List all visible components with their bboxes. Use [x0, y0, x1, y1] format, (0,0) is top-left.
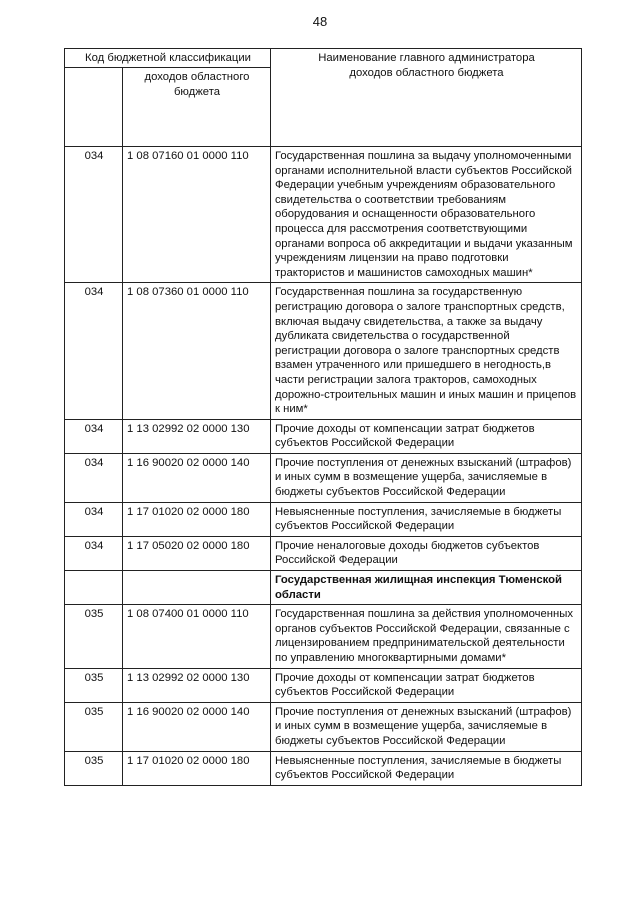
administrator-code-cell: 034: [65, 147, 123, 283]
administrator-code-cell: [65, 571, 123, 605]
table-row: [65, 453, 582, 502]
administrator-code-cell: 035: [65, 702, 123, 751]
income-code-cell: 1 13 02992 02 0000 130: [123, 668, 271, 702]
header-name-line-1: Наименование главного администратора: [318, 52, 535, 64]
table-row: [65, 668, 582, 702]
income-code-cell: 1 17 01020 02 0000 180: [123, 751, 271, 785]
organization-row: [65, 571, 582, 605]
organization-name-cell: Государственная жилищная инспекция Тюменской области: [271, 571, 582, 605]
administrator-code-cell: 034: [65, 419, 123, 453]
administrator-code-cell: 034: [65, 536, 123, 570]
table-row: [65, 536, 582, 570]
income-name-cell: Прочие поступления от денежных взысканий (штрафов) и иных сумм в возмещение ущерба, зачисляемые в бюджеты субъектов Российской Федерации: [271, 453, 582, 502]
table-row: [65, 605, 582, 668]
administrator-code-cell: 034: [65, 283, 123, 419]
page-number: 48: [312, 14, 328, 29]
income-code-cell: 1 08 07160 01 0000 110: [123, 147, 271, 283]
table-row: [65, 702, 582, 751]
administrator-code-cell: 035: [65, 751, 123, 785]
budget-classification-table: [64, 48, 582, 786]
table-row: [65, 283, 582, 419]
income-name-cell: Невыясненные поступления, зачисляемые в бюджеты субъектов Российской Федерации: [271, 751, 582, 785]
header-income-line-2: бюджета: [173, 85, 221, 98]
table-row: [65, 751, 582, 785]
header-income-line-1: доходов областного: [144, 71, 250, 83]
table-row: [65, 419, 582, 453]
income-code-cell: 1 16 90020 02 0000 140: [123, 702, 271, 751]
income-code-cell: 1 17 01020 02 0000 180: [123, 502, 271, 536]
income-code-cell: [123, 571, 271, 605]
income-name-cell: Государственная пошлина за действия уполномоченных органов субъектов Российской Федерации, связанные с лицензированием предпринимательской деятельности по управлению многоквартирными домами*: [271, 605, 582, 668]
administrator-code-cell: 034: [65, 453, 123, 502]
income-name-cell: Государственная пошлина за государственную регистрацию договора о залоге транспортных средств, включая выдачу свидетельства, а также за выдачу дубликата свидетельства о государственной регистрации договора о залоге транспортных средств взамен утраченного или пришедшего в негодность,в части регистрации залога тракторов, самоходных дорожно-строительных машин и иных машин и прицепов к ним*: [271, 283, 582, 419]
header-name-line-2: доходов областного бюджета: [349, 66, 504, 79]
header-budget-classification-code: Код бюджетной классификации: [65, 49, 271, 68]
income-code-cell: 1 08 07400 01 0000 110: [123, 605, 271, 668]
income-code-cell: 1 17 05020 02 0000 180: [123, 536, 271, 570]
income-code-cell: 1 13 02992 02 0000 130: [123, 419, 271, 453]
table-row: [65, 147, 582, 283]
income-name-cell: Прочие неналоговые доходы бюджетов субъектов Российской Федерации: [271, 536, 582, 570]
table-row: [65, 502, 582, 536]
header-administrator-code: [65, 68, 123, 147]
income-name-cell: Прочие доходы от компенсации затрат бюджетов субъектов Российской Федерации: [271, 668, 582, 702]
income-name-cell: Прочие поступления от денежных взысканий (штрафов) и иных сумм в возмещение ущерба, зачисляемые в бюджеты субъектов Российской Федерации: [271, 702, 582, 751]
administrator-code-cell: 035: [65, 668, 123, 702]
income-code-cell: 1 16 90020 02 0000 140: [123, 453, 271, 502]
income-code-cell: 1 08 07360 01 0000 110: [123, 283, 271, 419]
administrator-code-cell: 035: [65, 605, 123, 668]
header-income-code: [123, 68, 271, 147]
income-name-cell: Прочие доходы от компенсации затрат бюджетов субъектов Российской Федерации: [271, 419, 582, 453]
income-name-cell: Государственная пошлина за выдачу уполномоченными органами исполнительной власти субъектов Российской Федерации учебным учреждениям образовательного свидетельства о соответствии требованиям оборудования и оснащенности образовательного процесса для рассмотрения соответствующими органами вопроса об аккредитации и выдачи указанным учреждениям лицензии на право подготовки трактористов и машинистов самоходных машин*: [271, 147, 582, 283]
administrator-code-cell: 034: [65, 502, 123, 536]
income-name-cell: Невыясненные поступления, зачисляемые в бюджеты субъектов Российской Федерации: [271, 502, 582, 536]
header-administrator-name: [271, 49, 582, 147]
table-header-row: [65, 49, 582, 68]
